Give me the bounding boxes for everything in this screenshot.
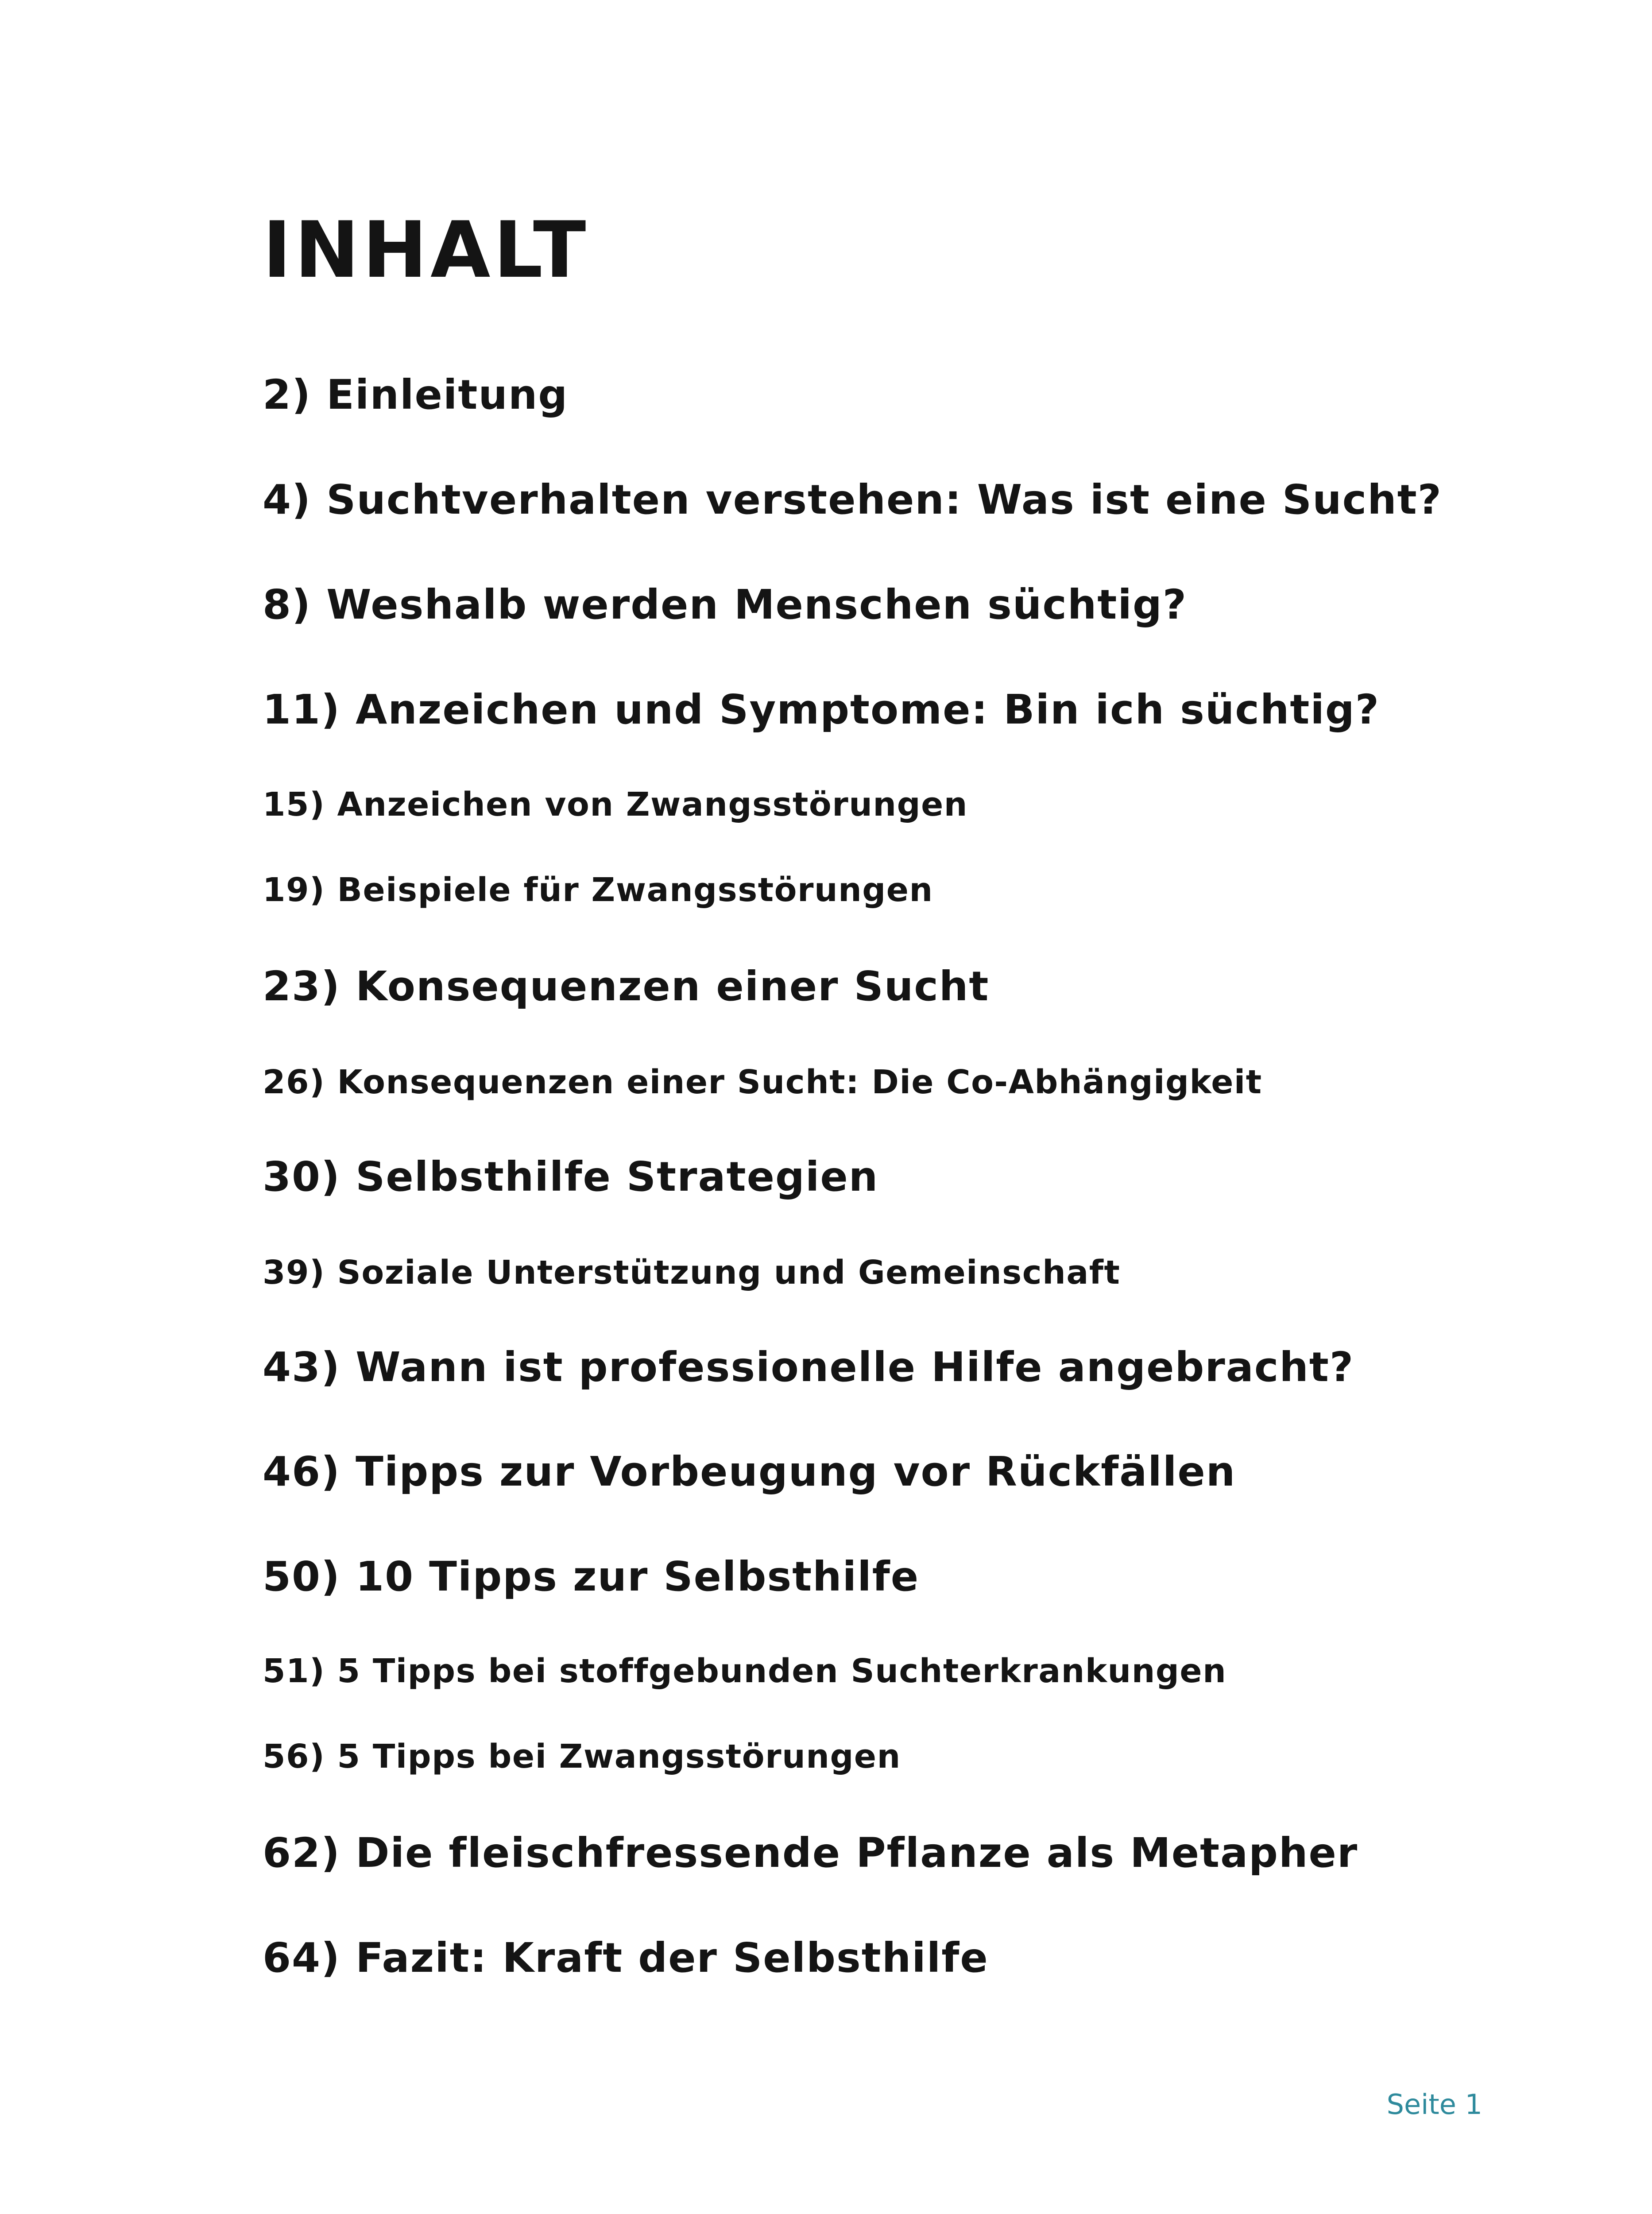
- toc-entry: 56) 5 Tipps bei Zwangsstörungen: [263, 1738, 901, 1776]
- toc-entry: 62) Die fleischfressende Pflanze als Metapher: [263, 1829, 1358, 1877]
- toc-entry: 2) Einleitung: [263, 371, 569, 418]
- toc-entry: 50) 10 Tipps zur Selbsthilfe: [263, 1553, 920, 1600]
- toc-entry: 4) Suchtverhalten verstehen: Was ist eine Sucht?: [263, 476, 1443, 523]
- page-title: INHALT: [263, 205, 589, 295]
- toc-entry: 43) Wann ist professionelle Hilfe angebracht?: [263, 1343, 1354, 1391]
- toc-entry: 8) Weshalb werden Menschen süchtig?: [263, 581, 1188, 628]
- page-number: Seite 1: [1386, 2088, 1482, 2121]
- toc-entry: 30) Selbsthilfe Strategien: [263, 1153, 879, 1200]
- toc-entry: 39) Soziale Unterstützung und Gemeinschaft: [263, 1254, 1121, 1292]
- toc-entry: 64) Fazit: Kraft der Selbsthilfe: [263, 1934, 989, 1982]
- toc-entry: 26) Konsequenzen einer Sucht: Die Co-Abhängigkeit: [263, 1063, 1262, 1101]
- toc-entry: 19) Beispiele für Zwangsstörungen: [263, 871, 933, 909]
- toc-entry: 51) 5 Tipps bei stoffgebunden Suchterkrankungen: [263, 1652, 1227, 1690]
- toc-entry: 46) Tipps zur Vorbeugung vor Rückfällen: [263, 1448, 1236, 1495]
- toc-entry: 15) Anzeichen von Zwangsstörungen: [263, 786, 968, 824]
- toc-entry: 23) Konsequenzen einer Sucht: [263, 963, 990, 1010]
- toc-entry: 11) Anzeichen und Symptome: Bin ich süchtig?: [263, 686, 1380, 733]
